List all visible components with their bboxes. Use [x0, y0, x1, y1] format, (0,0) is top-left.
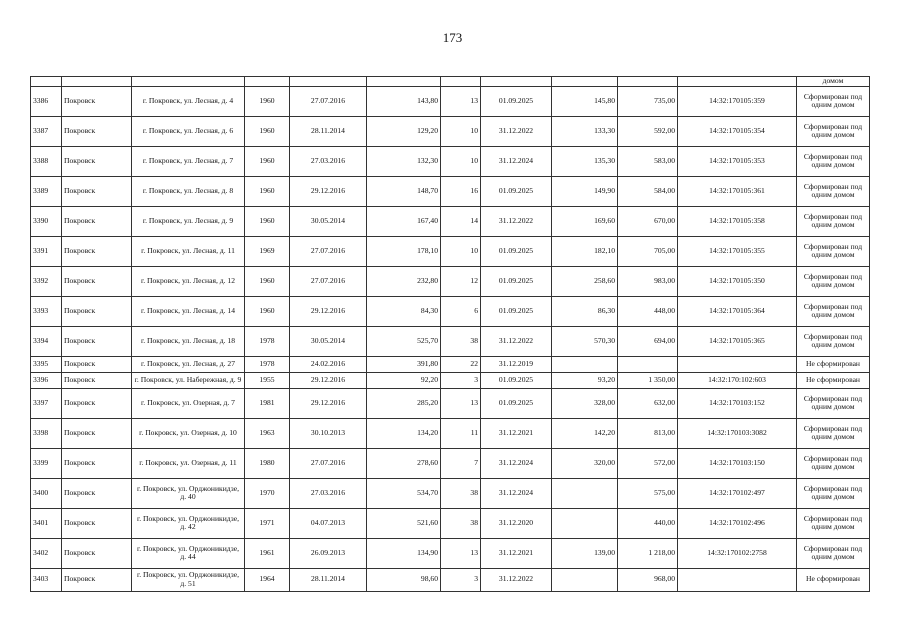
survey-date-cell: 29.12.2016 [290, 388, 367, 418]
build-year-cell: 1960 [245, 206, 290, 236]
living-area-cell: 182,10 [552, 236, 618, 266]
land-status-cell: Сформирован под одним домом [797, 418, 870, 448]
living-area-cell: 133,30 [552, 116, 618, 146]
row-number: 3392 [31, 266, 62, 296]
address-cell: г. Покровск, ул. Лесная, д. 8 [132, 176, 245, 206]
land-status-cell: Сформирован под одним домом [797, 296, 870, 326]
address-cell: г. Покровск, ул. Озерная, д. 7 [132, 388, 245, 418]
residents-count-cell: 13 [441, 86, 481, 116]
row-number: 3402 [31, 538, 62, 568]
address-cell: г. Покровск, ул. Орджоникидзе, д. 40 [132, 478, 245, 508]
total-area-cell: 525,70 [367, 326, 441, 356]
table-row [31, 478, 870, 508]
build-year-cell: 1969 [245, 236, 290, 266]
row-number: 3387 [31, 116, 62, 146]
amount-cell: 575,00 [618, 478, 678, 508]
living-area-cell: 258,60 [552, 266, 618, 296]
row-number: 3388 [31, 146, 62, 176]
cadastral-number-cell: 14:32:170102:496 [678, 508, 797, 538]
table-row [31, 356, 870, 372]
build-year-cell: 1981 [245, 388, 290, 418]
table-row [31, 448, 870, 478]
total-area-cell: 134,90 [367, 538, 441, 568]
total-area-cell: 143,80 [367, 86, 441, 116]
residents-count-cell: 10 [441, 116, 481, 146]
cadastral-number-cell [678, 568, 797, 591]
town-cell: Покровск [62, 326, 132, 356]
row-number: 3400 [31, 478, 62, 508]
build-year-cell: 1961 [245, 538, 290, 568]
total-area-cell: 92,20 [367, 372, 441, 388]
town-cell: Покровск [62, 478, 132, 508]
row-number: 3386 [31, 86, 62, 116]
land-status-cell: Сформирован под одним домом [797, 176, 870, 206]
address-cell: г. Покровск, ул. Лесная, д. 12 [132, 266, 245, 296]
town-cell: Покровск [62, 206, 132, 236]
row-number: 3396 [31, 372, 62, 388]
total-area-cell: 134,20 [367, 418, 441, 448]
town-cell: Покровск [62, 538, 132, 568]
cadastral-number-cell: 14:32:170105:365 [678, 326, 797, 356]
row-number: 3391 [31, 236, 62, 266]
total-area-cell: 84,30 [367, 296, 441, 326]
address-cell: г. Покровск, ул. Лесная, д. 18 [132, 326, 245, 356]
amount-cell: 1 218,00 [618, 538, 678, 568]
survey-date-cell: 24.02.2016 [290, 356, 367, 372]
address-cell: г. Покровск, ул. Орджоникидзе, д. 51 [132, 568, 245, 591]
deadline-date-cell: 31.12.2020 [481, 508, 552, 538]
survey-date-cell: 27.07.2016 [290, 448, 367, 478]
row-number: 3390 [31, 206, 62, 236]
town-cell: Покровск [62, 508, 132, 538]
total-area-cell: 129,20 [367, 116, 441, 146]
town-cell: Покровск [62, 146, 132, 176]
status-tail: домом [797, 77, 870, 87]
survey-date-cell: 27.07.2016 [290, 86, 367, 116]
total-area-cell: 391,80 [367, 356, 441, 372]
land-status-cell: Сформирован под одним домом [797, 388, 870, 418]
living-area-cell: 135,30 [552, 146, 618, 176]
residents-count-cell: 13 [441, 388, 481, 418]
amount-cell: 983,00 [618, 266, 678, 296]
cadastral-number-cell: 14:32:170102:497 [678, 478, 797, 508]
build-year-cell: 1960 [245, 86, 290, 116]
table-row [31, 266, 870, 296]
address-cell: г. Покровск, ул. Набережная, д. 9 [132, 372, 245, 388]
deadline-date-cell: 01.09.2025 [481, 372, 552, 388]
living-area-cell: 328,00 [552, 388, 618, 418]
cadastral-number-cell: 14:32:170105:353 [678, 146, 797, 176]
cadastral-number-cell: 14:32:170105:350 [678, 266, 797, 296]
survey-date-cell: 29.12.2016 [290, 176, 367, 206]
row-number: 3401 [31, 508, 62, 538]
residents-count-cell: 38 [441, 478, 481, 508]
address-cell: г. Покровск, ул. Лесная, д. 7 [132, 146, 245, 176]
residents-count-cell: 6 [441, 296, 481, 326]
row-number: 3399 [31, 448, 62, 478]
living-area-cell: 86,30 [552, 296, 618, 326]
living-area-cell: 142,20 [552, 418, 618, 448]
town-cell: Покровск [62, 448, 132, 478]
table-row [31, 86, 870, 116]
amount-cell: 670,00 [618, 206, 678, 236]
table-row [31, 236, 870, 266]
land-status-cell: Не сформирован [797, 356, 870, 372]
amount-cell: 632,00 [618, 388, 678, 418]
row-number: 3395 [31, 356, 62, 372]
survey-date-cell: 29.12.2016 [290, 372, 367, 388]
cadastral-number-cell: 14:32:170:102:603 [678, 372, 797, 388]
amount-cell: 584,00 [618, 176, 678, 206]
deadline-date-cell: 01.09.2025 [481, 388, 552, 418]
address-cell: г. Покровск, ул. Лесная, д. 14 [132, 296, 245, 326]
cadastral-number-cell [678, 356, 797, 372]
town-cell: Покровск [62, 568, 132, 591]
amount-cell: 813,00 [618, 418, 678, 448]
survey-date-cell: 28.11.2014 [290, 116, 367, 146]
row-number: 3393 [31, 296, 62, 326]
cadastral-number-cell: 14:32:170105:354 [678, 116, 797, 146]
land-status-cell: Не сформирован [797, 372, 870, 388]
build-year-cell: 1960 [245, 116, 290, 146]
deadline-date-cell: 01.09.2025 [481, 86, 552, 116]
town-cell: Покровск [62, 116, 132, 146]
living-area-cell [552, 478, 618, 508]
survey-date-cell: 27.07.2016 [290, 266, 367, 296]
amount-cell [618, 356, 678, 372]
total-area-cell: 521,60 [367, 508, 441, 538]
deadline-date-cell: 31.12.2022 [481, 206, 552, 236]
residents-count-cell: 22 [441, 356, 481, 372]
residents-count-cell: 11 [441, 418, 481, 448]
residents-count-cell: 7 [441, 448, 481, 478]
survey-date-cell: 27.03.2016 [290, 478, 367, 508]
land-status-cell: Не сформирован [797, 568, 870, 591]
amount-cell: 572,00 [618, 448, 678, 478]
total-area-cell: 285,20 [367, 388, 441, 418]
survey-date-cell: 28.11.2014 [290, 568, 367, 591]
build-year-cell: 1971 [245, 508, 290, 538]
total-area-cell: 132,30 [367, 146, 441, 176]
survey-date-cell: 29.12.2016 [290, 296, 367, 326]
land-status-cell: Сформирован под одним домом [797, 206, 870, 236]
living-area-cell [552, 508, 618, 538]
deadline-date-cell: 31.12.2022 [481, 568, 552, 591]
amount-cell: 968,00 [618, 568, 678, 591]
residents-count-cell: 3 [441, 372, 481, 388]
build-year-cell: 1980 [245, 448, 290, 478]
table-row [31, 538, 870, 568]
town-cell: Покровск [62, 266, 132, 296]
table-row [31, 372, 870, 388]
build-year-cell: 1955 [245, 372, 290, 388]
table-row [31, 418, 870, 448]
residents-count-cell: 12 [441, 266, 481, 296]
deadline-date-cell: 31.12.2021 [481, 418, 552, 448]
residents-count-cell: 38 [441, 326, 481, 356]
table-top-strip [31, 77, 870, 87]
living-area-cell: 149,90 [552, 176, 618, 206]
table-row [31, 176, 870, 206]
town-cell: Покровск [62, 176, 132, 206]
living-area-cell [552, 568, 618, 591]
living-area-cell: 145,80 [552, 86, 618, 116]
amount-cell: 592,00 [618, 116, 678, 146]
address-cell: г. Покровск, ул. Лесная, д. 4 [132, 86, 245, 116]
row-number: 3398 [31, 418, 62, 448]
survey-date-cell: 30.05.2014 [290, 206, 367, 236]
amount-cell: 583,00 [618, 146, 678, 176]
total-area-cell: 148,70 [367, 176, 441, 206]
survey-date-cell: 27.03.2016 [290, 146, 367, 176]
deadline-date-cell: 01.09.2025 [481, 236, 552, 266]
land-status-cell: Сформирован под одним домом [797, 236, 870, 266]
land-status-cell: Сформирован под одним домом [797, 86, 870, 116]
row-number: 3394 [31, 326, 62, 356]
residents-count-cell: 10 [441, 236, 481, 266]
housing-register-table [30, 76, 870, 592]
living-area-cell: 139,00 [552, 538, 618, 568]
cadastral-number-cell: 14:32:170103:3082 [678, 418, 797, 448]
build-year-cell: 1960 [245, 176, 290, 206]
row-number: 3389 [31, 176, 62, 206]
land-status-cell: Сформирован под одним домом [797, 146, 870, 176]
table-row [31, 326, 870, 356]
town-cell: Покровск [62, 236, 132, 266]
residents-count-cell: 13 [441, 538, 481, 568]
page-number: 173 [442, 30, 463, 45]
deadline-date-cell: 31.12.2021 [481, 538, 552, 568]
cadastral-number-cell: 14:32:170105:358 [678, 206, 797, 236]
residents-count-cell: 38 [441, 508, 481, 538]
land-status-cell: Сформирован под одним домом [797, 448, 870, 478]
deadline-date-cell: 01.09.2025 [481, 176, 552, 206]
survey-date-cell: 04.07.2013 [290, 508, 367, 538]
deadline-date-cell: 01.09.2025 [481, 296, 552, 326]
residents-count-cell: 16 [441, 176, 481, 206]
land-status-cell: Сформирован под одним домом [797, 326, 870, 356]
total-area-cell: 98,60 [367, 568, 441, 591]
land-status-cell: Сформирован под одним домом [797, 478, 870, 508]
residents-count-cell: 3 [441, 568, 481, 591]
address-cell: г. Покровск, ул. Озерная, д. 10 [132, 418, 245, 448]
build-year-cell: 1960 [245, 146, 290, 176]
survey-date-cell: 27.07.2016 [290, 236, 367, 266]
survey-date-cell: 30.05.2014 [290, 326, 367, 356]
address-cell: г. Покровск, ул. Лесная, д. 6 [132, 116, 245, 146]
land-status-cell: Сформирован под одним домом [797, 508, 870, 538]
land-status-cell: Сформирован под одним домом [797, 116, 870, 146]
total-area-cell: 178,10 [367, 236, 441, 266]
living-area-cell: 570,30 [552, 326, 618, 356]
total-area-cell: 167,40 [367, 206, 441, 236]
cadastral-number-cell: 14:32:170105:364 [678, 296, 797, 326]
table-row [31, 388, 870, 418]
address-cell: г. Покровск, ул. Орджоникидзе, д. 44 [132, 538, 245, 568]
living-area-cell: 93,20 [552, 372, 618, 388]
amount-cell: 448,00 [618, 296, 678, 326]
town-cell: Покровск [62, 372, 132, 388]
build-year-cell: 1964 [245, 568, 290, 591]
deadline-date-cell: 31.12.2022 [481, 116, 552, 146]
cadastral-number-cell: 14:32:170102:2758 [678, 538, 797, 568]
living-area-cell: 169,60 [552, 206, 618, 236]
address-cell: г. Покровск, ул. Лесная, д. 27 [132, 356, 245, 372]
row-number: 3397 [31, 388, 62, 418]
land-status-cell: Сформирован под одним домом [797, 538, 870, 568]
living-area-cell: 320,00 [552, 448, 618, 478]
table-row [31, 296, 870, 326]
deadline-date-cell: 31.12.2024 [481, 146, 552, 176]
total-area-cell: 534,70 [367, 478, 441, 508]
cadastral-number-cell: 14:32:170105:355 [678, 236, 797, 266]
deadline-date-cell: 31.12.2022 [481, 326, 552, 356]
total-area-cell: 278,60 [367, 448, 441, 478]
amount-cell: 1 350,00 [618, 372, 678, 388]
table-row [31, 146, 870, 176]
town-cell: Покровск [62, 388, 132, 418]
land-status-cell: Сформирован под одним домом [797, 266, 870, 296]
deadline-date-cell: 31.12.2024 [481, 478, 552, 508]
amount-cell: 705,00 [618, 236, 678, 266]
build-year-cell: 1978 [245, 326, 290, 356]
town-cell: Покровск [62, 296, 132, 326]
table-row [31, 206, 870, 236]
residents-count-cell: 10 [441, 146, 481, 176]
address-cell: г. Покровск, ул. Озерная, д. 11 [132, 448, 245, 478]
cadastral-number-cell: 14:32:170103:150 [678, 448, 797, 478]
table-row [31, 116, 870, 146]
address-cell: г. Покровск, ул. Орджоникидзе, д. 42 [132, 508, 245, 538]
amount-cell: 694,00 [618, 326, 678, 356]
amount-cell: 440,00 [618, 508, 678, 538]
survey-date-cell: 30.10.2013 [290, 418, 367, 448]
row-number: 3403 [31, 568, 62, 591]
deadline-date-cell: 31.12.2019 [481, 356, 552, 372]
address-cell: г. Покровск, ул. Лесная, д. 11 [132, 236, 245, 266]
town-cell: Покровск [62, 356, 132, 372]
living-area-cell [552, 356, 618, 372]
table-row [31, 568, 870, 591]
build-year-cell: 1970 [245, 478, 290, 508]
cadastral-number-cell: 14:32:170105:361 [678, 176, 797, 206]
build-year-cell: 1963 [245, 418, 290, 448]
deadline-date-cell: 31.12.2024 [481, 448, 552, 478]
table-row [31, 508, 870, 538]
town-cell: Покровск [62, 418, 132, 448]
deadline-date-cell: 01.09.2025 [481, 266, 552, 296]
town-cell: Покровск [62, 86, 132, 116]
build-year-cell: 1960 [245, 296, 290, 326]
survey-date-cell: 26.09.2013 [290, 538, 367, 568]
cadastral-number-cell: 14:32:170105:359 [678, 86, 797, 116]
residents-count-cell: 14 [441, 206, 481, 236]
address-cell: г. Покровск, ул. Лесная, д. 9 [132, 206, 245, 236]
build-year-cell: 1978 [245, 356, 290, 372]
cadastral-number-cell: 14:32:170103:152 [678, 388, 797, 418]
total-area-cell: 232,80 [367, 266, 441, 296]
amount-cell: 735,00 [618, 86, 678, 116]
build-year-cell: 1960 [245, 266, 290, 296]
